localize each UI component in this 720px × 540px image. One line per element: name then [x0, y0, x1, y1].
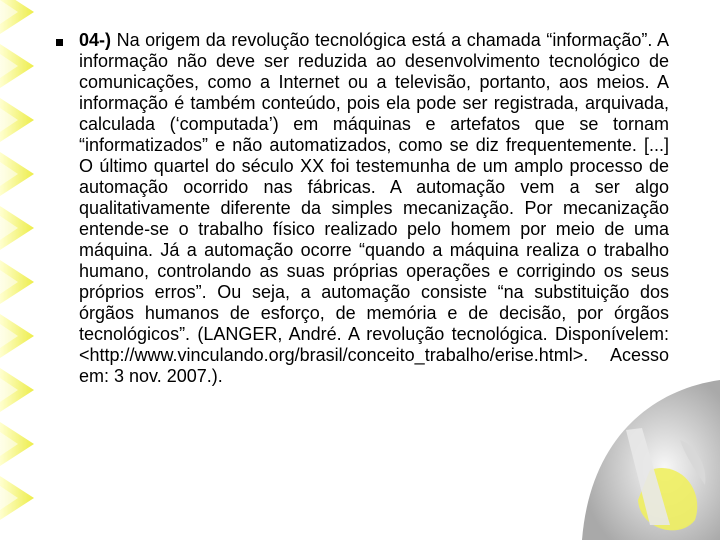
question-text	[79, 30, 669, 387]
chevron-decoration	[0, 0, 64, 540]
question-body: Na origem da revolução tecnológica está a chamada “informação”. A informação não deve ser reduzida ao desenvolvimento tecnológico de comunicações, como a Internet ou a televisão, portanto, aos meios. A informação é também conteúdo, pois ela pode ser registrada, arquivada, calculada (‘computada’) em máquinas e artefatos que se tornam “informatizados” e não automatizados, como se diz frequentemente. [...] O último quartel do século XX foi testemunha de um amplo processo de automação ocorrido nas fábricas. A automação vem a ser algo qualitativamente diferente da simples mecanização. Por mecanização entende-se o trabalho físico realizado pelo homem por meio de uma máquina. Já a automação ocorre “quando a máquina realiza o trabalho humano, controlando as suas próprias operações e corrigindo os seus próprios erros”. Ou seja, a automação consiste “na substituição dos órgãos humanos de esforço, de memória e de decisão, por órgãos tecnológicos”. (LANGER, André. A revolução tecnológica. Disponívelem:<http://www.vinculando.org/brasil/conceito_trabalho/erise.html>. Acesso em: 3 nov. 2007.).	[79, 30, 669, 386]
question-number: 04-)	[79, 30, 112, 50]
bullet-item	[56, 30, 672, 387]
bullet-square-icon	[56, 39, 63, 46]
slide-content	[56, 30, 672, 387]
